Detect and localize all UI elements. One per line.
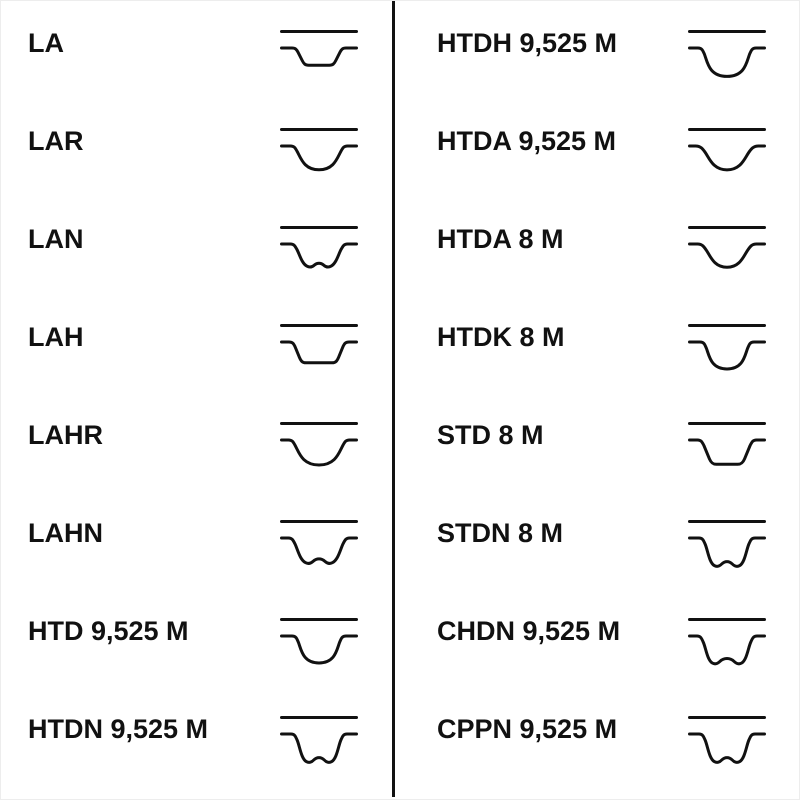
- profile-row: [1, 589, 393, 687]
- profile-label: HTDA 8 M: [437, 224, 564, 254]
- profile-label: HTDA 9,525 M: [437, 126, 617, 156]
- profile-row: [1, 687, 393, 785]
- profile-label: STD 8 M: [437, 420, 544, 450]
- belt-tooth-profile-icon: [688, 615, 766, 671]
- profile-label: HTDH 9,525 M: [437, 28, 618, 58]
- profile-row: [1, 295, 393, 393]
- profile-row: [396, 197, 800, 295]
- profile-column-left: [1, 1, 393, 800]
- profile-row: [1, 1, 393, 99]
- belt-tooth-profile-icon: [688, 419, 766, 475]
- belt-tooth-profile-icon: [280, 125, 358, 181]
- profile-label: LAR: [28, 126, 84, 156]
- belt-tooth-profile-icon: [688, 321, 766, 377]
- profile-row: [1, 99, 393, 197]
- belt-tooth-profile-icon: [688, 125, 766, 181]
- belt-tooth-profile-icon: [280, 713, 358, 769]
- belt-tooth-profile-icon: [688, 517, 766, 573]
- profile-row: [396, 1, 800, 99]
- profile-row: [396, 687, 800, 785]
- profile-label: HTD 9,525 M: [28, 616, 189, 646]
- belt-tooth-profile-icon: [280, 517, 358, 573]
- profile-row: [1, 491, 393, 589]
- belt-tooth-profile-icon: [280, 615, 358, 671]
- profile-row: [1, 197, 393, 295]
- belt-tooth-profile-icon: [280, 223, 358, 279]
- belt-tooth-profile-icon: [688, 223, 766, 279]
- column-divider-line: [392, 1, 395, 797]
- profile-label: HTDN 9,525 M: [28, 714, 209, 744]
- belt-tooth-profile-icon: [280, 419, 358, 475]
- profile-row: [396, 393, 800, 491]
- belt-tooth-profile-icon: [280, 27, 358, 83]
- profile-row: [1, 393, 393, 491]
- profile-label: LAHR: [28, 420, 103, 450]
- profile-row: [396, 295, 800, 393]
- profile-label: LAHN: [28, 518, 103, 548]
- profile-label: HTDK 8 M: [437, 322, 565, 352]
- profile-column-right: [396, 1, 800, 800]
- profile-label: LAN: [28, 224, 84, 254]
- profile-row: [396, 491, 800, 589]
- belt-tooth-profile-icon: [688, 27, 766, 83]
- profile-label: STDN 8 M: [437, 518, 564, 548]
- profile-label: LA: [28, 28, 64, 58]
- profile-label: LAH: [28, 322, 84, 352]
- belt-tooth-profile-icon: [688, 713, 766, 769]
- profile-row: [396, 99, 800, 197]
- profile-row: [396, 589, 800, 687]
- belt-tooth-profile-icon: [280, 321, 358, 377]
- profile-label: CPPN 9,525 M: [437, 714, 618, 744]
- profile-label: CHDN 9,525 M: [437, 616, 621, 646]
